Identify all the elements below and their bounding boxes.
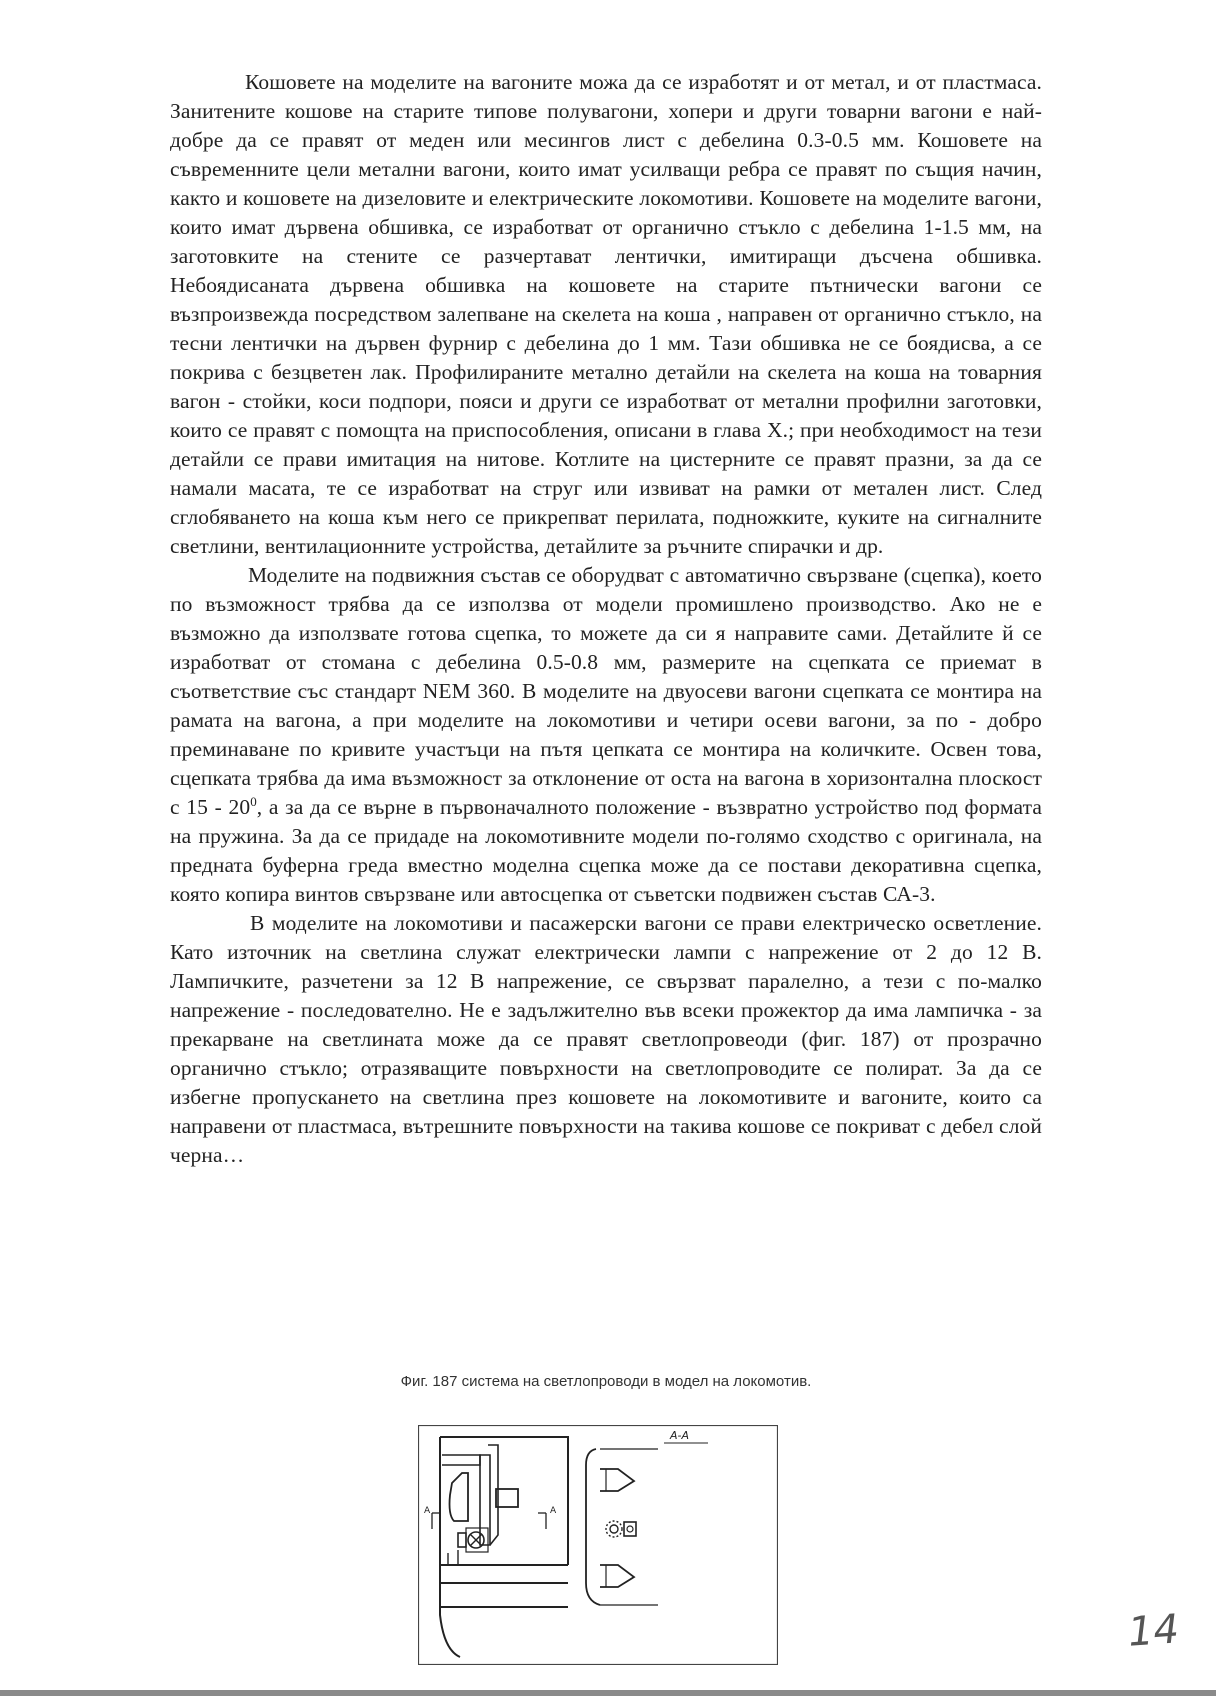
section-label: А-А bbox=[670, 1429, 690, 1442]
scan-edge-shadow bbox=[0, 1690, 1216, 1696]
section-cut-markers bbox=[432, 1513, 546, 1529]
paragraph-lighting: В моделите на локомотиви и пасажерски вагони се прави електрическо осветление. Като източник на светлина служат електрически лампи с напрежение от 2 до 12 В. Лампичките, разчетени за 12 В напрежение, се свързват паралелно, а тези с по-малко напрежение - последователно. Не е задължително във всеки прожектор да има лампичка - за прекарване на светлината може да се правят светлопровеоди (фиг. 187) от прозрачно органично стъкло; отразяващите повърхности на светлопроводите се полират. За да се избегне пропускането на светлина през кошовете на локомотивите и вагоните, които са направени от пластмаса, вътрешните повърхности на такива кошове се покриват с дебел слой черна… bbox=[170, 911, 1042, 1167]
section-view bbox=[586, 1449, 658, 1605]
paragraph-car-bodies: Кошовете на моделите на вагоните можа да се изработят и от метал, и от пластмаса. Занитените кошове на старите типове полувагони, хопери и други товарни вагони е най-добре да се правят от меден или месингов лист с дебелина 0.3-0.5 мм. Кошовете на съвременните цели метални вагони, които имат усилващи ребра се правят по същия начин, както и кошовете на дизеловите и електрическите локомотиви. Кошовете на моделите вагони, които имат дървена обшивка, се изработват от органично стъкло с дебелина 1-1.5 мм, на заготовките на стените се разчертават лентички, имитиращи дъсчена обшивка. Небоядисаната дървена обшивка на кошовете на старите пътнически вагони се възпроизвежда посредством залепване на скелета на коша , направен от органично стъкло, на тесни лентички на дървен фурнир с дебелина до 1 мм. Тази обшивка не се боядисва, а се покрива с безцветен лак. Профилираните метално детайли на скелета на коша на товарния вагон - стойки, коси подпори, пояси и други се изработват от метални профилни заготовки, които се правят с помощта на приспособления, описани в глава X.; при необходимост на тези детайли се прави имитация на нитове. Котлите на цистерните се правят празни, за да се намали масата, те се изработват на струг или извиват на рамки от метален лист. След сглобяването на коша към него се прикрепват перилата, подножките, куките на сигналните светлини, вентилационните устройства, детайлите за ръчните спирачки и др. bbox=[170, 70, 1042, 558]
degree-superscript: 0 bbox=[250, 793, 257, 809]
couplers-text-start: Моделите на подвижния състав се оборудват с автоматично свързване (сцепка), което по възможност трябва да се използва от модели промишлено производство. Ако не е възможно да използвате готова сцепка, то можете да си я направите сами. Детайлите й се изработват от стомана с дебелина 0.5-0.8 мм, размерите на сцепката се приемат в съответствие със стандарт NEM 360. В моделите на двуосеви вагони сцепката се монтира на рамата на вагона, а при моделите на локомотиви и четири осеви вагони, за по - добро преминаване по кривите участъци на пътя цепката се монтира на количките. Освен това, сцепката трябва да има възможност за отклонение от оста на вагона в хоризонтална плоскост с 15 - 20 bbox=[170, 563, 1042, 819]
light-guide-drawing bbox=[418, 1425, 778, 1665]
cut-label-left: А bbox=[424, 1506, 431, 1516]
cut-label-right: А bbox=[550, 1506, 557, 1516]
cab-front-view bbox=[440, 1437, 568, 1657]
couplers-text-end: , а за да се върне в първоначалното положение - възвратно устройство под формата на пружина. За да се придаде на локомотивните модели по-голямо сходство с оригинала, на предната буферна греда вместно моделна сцепка може да се постави декоративна сцепка, която копира винтов свързване или автосцепка от съветски подвижен състав СА-3. bbox=[170, 795, 1042, 906]
figure-caption: Фиг. 187 система на светлопроводи в модел на локомотив. bbox=[400, 1373, 812, 1390]
paragraph-couplers bbox=[170, 561, 1042, 909]
page-number: 14 bbox=[1126, 1606, 1181, 1656]
body-text bbox=[170, 68, 1042, 1170]
